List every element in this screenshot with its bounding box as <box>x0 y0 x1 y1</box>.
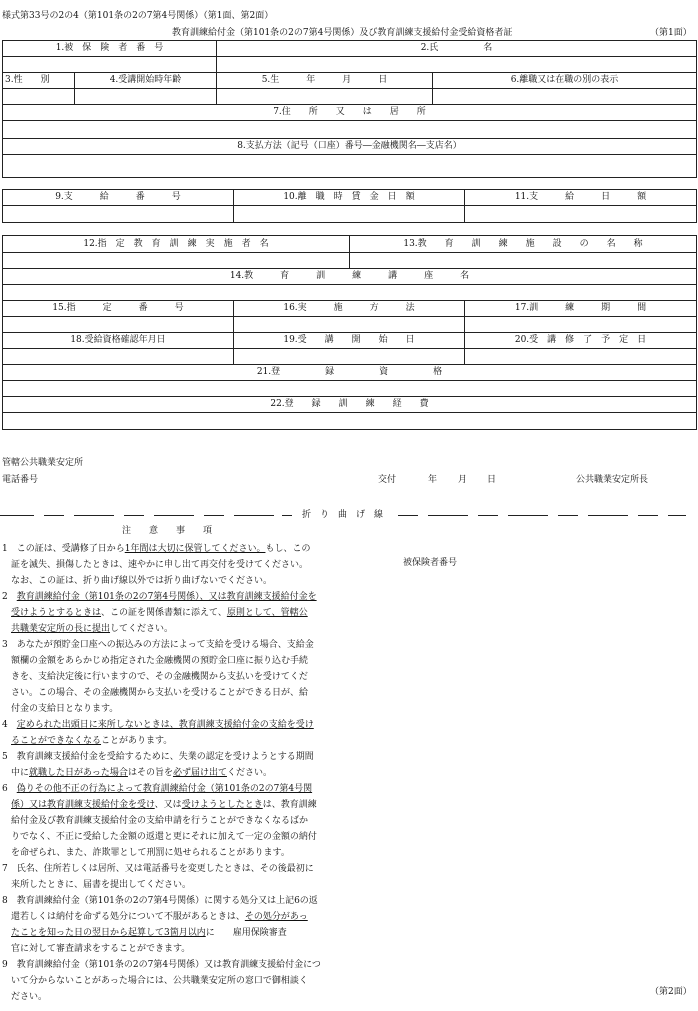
value-training-period[interactable] <box>465 317 697 333</box>
note-line <box>2 717 352 733</box>
insured-number-label: 被保険者番号 <box>403 558 458 568</box>
value-registration-qualification[interactable] <box>3 381 697 397</box>
note-segment: 9 教育訓練給付金（第101条の2の7第4号関係）又は教育訓練支援給付金につ <box>2 960 321 970</box>
note-segment: ることができなくなる <box>11 736 102 746</box>
note-line <box>2 669 352 685</box>
value-training-facility[interactable] <box>350 253 697 269</box>
note-segment: 6 <box>2 784 17 794</box>
note-segment: 、又は <box>154 800 182 810</box>
note-segment: 来所したときに、届書を提出してください。 <box>2 880 192 890</box>
note-segment: 就職した日があった場合 <box>29 768 128 778</box>
note-line <box>2 861 352 877</box>
note-segment <box>2 800 11 810</box>
value-payment-method[interactable] <box>3 155 697 178</box>
note-line <box>2 733 352 749</box>
note-segment: 、この証を関係書類に添えて、 <box>101 608 227 618</box>
note-line <box>2 813 352 829</box>
value-name[interactable] <box>217 57 697 73</box>
label-age: 4.受講開始時年齢 <box>75 73 217 89</box>
note-segment: 受けようとしたとき <box>181 800 263 810</box>
note-line <box>2 621 352 637</box>
label-training-cost: 22.登 録 訓 練 経 費 <box>3 397 697 413</box>
note-line <box>2 781 352 797</box>
note-segment: きを、支給決定後に行いますので、その金融機関から支払いを受けてくだ <box>2 672 308 682</box>
value-course-name[interactable] <box>3 285 697 301</box>
note-segment: 7 氏名、住所若しくは居所、又は電話番号を変更したときは、その後最初に <box>2 864 314 874</box>
label-wage-daily: 10.離 職 時 賃 金 日 額 <box>234 190 465 206</box>
value-age[interactable] <box>75 89 217 105</box>
note-segment: に 雇用保険審査 <box>205 928 287 938</box>
note-segment: 5 教育訓練支援給付金を受給するために、失業の認定を受けようとする期間 <box>2 752 314 762</box>
note-line <box>2 701 352 717</box>
note-segment <box>2 928 11 938</box>
note-line <box>2 845 352 861</box>
fold-line-label: 折 り 曲 げ 線 <box>302 510 384 520</box>
note-line <box>2 653 352 669</box>
note-segment: 8 教育訓練給付金（第101条の2の7第4号関係）に関する処分又は上記6の返 <box>2 896 318 906</box>
note-segment: は、教育訓練 <box>262 800 317 810</box>
note-line <box>2 893 352 909</box>
note-line <box>2 637 352 653</box>
note-segment: 額欄の金額をあらかじめ指定された金融機関の預貯金口座に振り込む手続 <box>2 656 309 666</box>
label-address: 7.住 所 又 は 居 所 <box>3 105 697 121</box>
note-segment: ください。 <box>226 768 272 778</box>
note-segment: してください。 <box>110 624 174 634</box>
fold-line <box>0 509 698 521</box>
issue-day: 日 <box>487 475 497 485</box>
value-employment-status[interactable] <box>433 89 697 105</box>
form-number: 様式第33号の2の4（第101条の2の7第4号関係）（第1面、第2面） <box>2 11 274 21</box>
note-segment: 付金の支給日となります。 <box>2 704 119 714</box>
label-start-date: 19.受 講 開 始 日 <box>234 333 465 349</box>
note-segment: を命ぜられ、また、詐欺罪として刑罰に処せられることがあります。 <box>2 848 290 858</box>
note-segment: ことがあります。 <box>101 736 173 746</box>
note-segment: 定められた出頭日に来所しないときは、教育訓練支援給付金の支給を受け <box>16 720 314 730</box>
note-line <box>2 925 352 941</box>
note-segment: 係）又は教育訓練支援給付金を受け <box>11 800 155 810</box>
note-line <box>2 957 352 973</box>
note-segment: 必ず届け出て <box>172 768 227 778</box>
value-payment-number[interactable] <box>3 206 234 223</box>
note-line <box>2 877 352 893</box>
issue-month: 月 <box>458 475 468 485</box>
label-course-name: 14.教 育 訓 練 講 座 名 <box>3 269 697 285</box>
payment-table <box>2 189 697 223</box>
note-line <box>2 605 352 621</box>
label-method: 16.実 施 方 法 <box>234 301 465 317</box>
value-start-date[interactable] <box>234 349 465 365</box>
notes-list <box>2 541 352 1005</box>
label-payment-method: 8.支払方法（記号（口座）番号―金融機関名―支店名） <box>3 139 697 155</box>
value-insured-number[interactable] <box>3 57 217 73</box>
label-name: 2.氏 名 <box>217 41 697 57</box>
note-line <box>2 909 352 925</box>
note-line <box>2 557 352 573</box>
note-segment: 共職業安定所の長に提出 <box>11 624 111 634</box>
note-segment <box>2 608 11 618</box>
label-registration-qualification: 21.登 録 資 格 <box>3 365 697 381</box>
office-chief: 公共職業安定所長 <box>576 475 649 485</box>
note-segment: 2 <box>2 592 17 602</box>
note-line <box>2 797 352 813</box>
value-method[interactable] <box>234 317 465 333</box>
applicant-info-table <box>2 40 697 178</box>
note-segment <box>2 736 11 746</box>
note-segment: りでなく、不正に受給した金額の返還と更にそれに加えて一定の金額の納付 <box>2 832 317 842</box>
note-segment: 原則として、管轄公 <box>226 608 308 618</box>
note-segment: 還若しくは納付を命ずる処分について不服があるときは、 <box>2 912 245 922</box>
note-line <box>2 829 352 845</box>
value-confirmation-date[interactable] <box>3 349 234 365</box>
training-table <box>2 235 697 430</box>
note-segment: 受けようとするときは <box>11 608 102 618</box>
label-insured-number: 1.被 保 険 者 番 号 <box>3 41 217 57</box>
label-confirmation-date: 18.受給資格確認年月日 <box>3 333 234 349</box>
notes-title: 注 意 事 項 <box>122 526 213 536</box>
note-segment: 1年間は大切に保管してください。 <box>124 544 266 554</box>
note-segment: たことを知った日の翌日から起算して3箇月以内 <box>11 928 206 938</box>
page-label-1: （第1面） <box>650 28 692 38</box>
office-phone: 電話番号 <box>2 475 39 485</box>
label-sex: 3.性 別 <box>3 73 75 89</box>
value-completion-date[interactable] <box>465 349 697 365</box>
note-segment: 教育訓練給付金（第101条の2の7第4号関係）、又は教育訓練支援給付金を <box>16 592 317 602</box>
value-daily-benefit[interactable] <box>465 206 697 223</box>
note-segment: ださい。 <box>2 992 48 1002</box>
document-title: 教育訓練給付金（第101条の2の7第4号関係）及び教育訓練支援給付金受給資格者証 <box>172 28 513 38</box>
value-training-provider[interactable] <box>3 253 350 269</box>
note-line <box>2 749 352 765</box>
note-segment: 4 <box>2 720 17 730</box>
note-line <box>2 685 352 701</box>
note-line <box>2 989 352 1005</box>
value-birthdate[interactable] <box>217 89 433 105</box>
label-daily-benefit: 11.支 給 日 額 <box>465 190 697 206</box>
note-segment: その処分があっ <box>244 912 308 922</box>
note-segment: いて分からないことがあった場合には、公共職業安定所の窓口で御相談く <box>2 976 308 986</box>
label-employment-status: 6.離職又は在職の別の表示 <box>433 73 697 89</box>
note-segment: さい。この場合、その金融機関から支払いを受けることができる日が、給 <box>2 688 309 698</box>
note-segment: はその旨を <box>127 768 173 778</box>
note-line <box>2 973 352 989</box>
note-line <box>2 541 352 557</box>
note-segment: 中に <box>2 768 30 778</box>
label-training-provider: 12.指 定 教 育 訓 練 実 施 者 名 <box>3 236 350 253</box>
label-training-period: 17.訓 練 期 間 <box>465 301 697 317</box>
value-wage-daily[interactable] <box>234 206 465 223</box>
label-completion-date: 20.受 講 修 了 予 定 日 <box>465 333 697 349</box>
note-segment: 証を滅失、損傷したときは、速やかに申し出て再交付を受けてください。 <box>2 560 309 570</box>
note-line <box>2 573 352 589</box>
note-segment: 官に対して審査請求をすることができます。 <box>2 944 191 954</box>
issue-year: 年 <box>428 475 438 485</box>
note-line <box>2 765 352 781</box>
note-segment: 偽りその他不正の行為によって教育訓練給付金（第101条の2の7第4号関 <box>16 784 313 794</box>
page-label-2: （第2面） <box>650 987 692 997</box>
note-segment <box>2 624 11 634</box>
note-segment: なお、この証は、折り曲げ線以外では折り曲げないでください。 <box>2 576 273 586</box>
label-payment-number: 9.支 給 番 号 <box>3 190 234 206</box>
note-segment: 3 あなたが預貯金口座への振込みの方法によって支給を受ける場合、支給金 <box>2 640 314 650</box>
value-training-cost[interactable] <box>3 413 697 430</box>
value-designation-number[interactable] <box>3 317 234 333</box>
note-line <box>2 589 352 605</box>
issue-label: 交付 <box>378 475 397 485</box>
note-segment: 1 この証は、受講修了日から <box>2 544 125 554</box>
note-line <box>2 941 352 957</box>
office-name: 管轄公共職業安定所 <box>2 458 84 468</box>
note-segment: 給付金及び教育訓練支援給付金の支給申請を行うことができなくなるばか <box>2 816 309 826</box>
label-birthdate: 5.生 年 月 日 <box>217 73 433 89</box>
label-designation-number: 15.指 定 番 号 <box>3 301 234 317</box>
value-sex[interactable] <box>3 89 75 105</box>
value-address[interactable] <box>3 121 697 139</box>
note-segment: もし、この <box>265 544 311 554</box>
label-training-facility: 13.教 育 訓 練 施 設 の 名 称 <box>350 236 697 253</box>
